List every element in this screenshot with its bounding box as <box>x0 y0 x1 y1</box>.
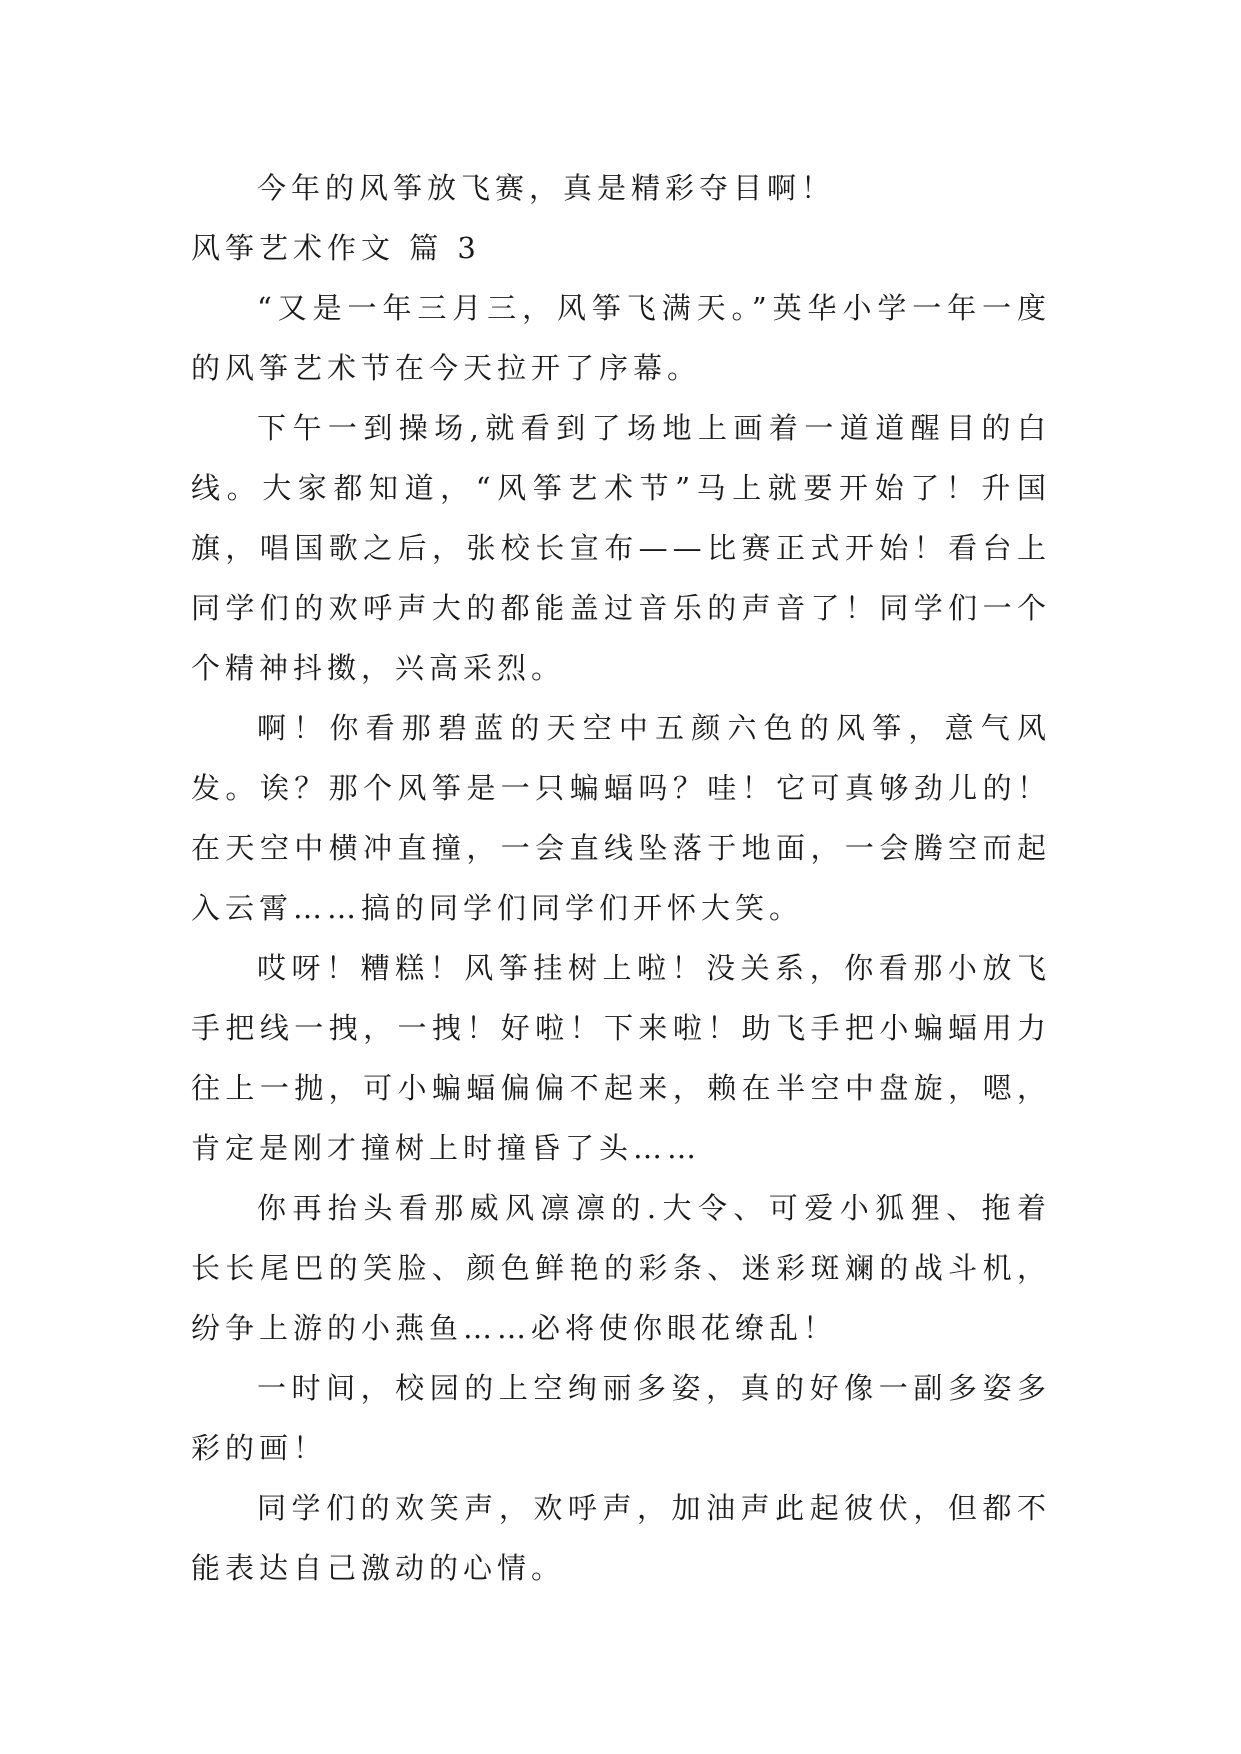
paragraph-7: 同学们的欢笑声，欢呼声，加油声此起彼伏，但都不能表达自己激动的心情。 <box>191 1491 1051 1585</box>
intro-line: 今年的风筝放飞赛，真是精彩夺目啊！ <box>257 171 836 205</box>
paragraph-3: 啊！你看那碧蓝的天空中五颜六色的风筝，意气风发。诶？那个风筝是一只蝙蝠吗？哇！它可真够劲儿的！在天空中横冲直撞，一会直线坠落于地面，一会腾空而起入云霄……搞的同学们同学们开怀大笑。 <box>191 711 1051 925</box>
paragraph-2: 下午一到操场,就看到了场地上画着一道道醒目的白线。大家都知道，“风筝艺术节”马上就要开始了！升国旗，唱国歌之后，张校长宣布——比赛正式开始！看台上同学们的欢呼声大的都能盖过音乐的声音了！同学们一个个精神抖擞，兴高采烈。 <box>191 411 1051 685</box>
paragraph-5: 你再抬头看那威风凛凛的.大令、可爱小狐狸、拖着长长尾巴的笑脸、颜色鲜艳的彩条、迷彩斑斓的战斗机，纷争上游的小燕鱼……必将使你眼花缭乱！ <box>191 1191 1051 1345</box>
paragraph-1: “又是一年三月三，风筝飞满天。”英华小学一年一度的风筝艺术节在今天拉开了序幕。 <box>191 291 1051 385</box>
document-body <box>191 158 1051 1598</box>
essay-heading: 风筝艺术作文 篇 3 <box>191 231 481 265</box>
paragraph-6: 一时间，校园的上空绚丽多姿，真的好像一副多姿多彩的画！ <box>191 1371 1051 1465</box>
paragraph-4: 哎呀！糟糕！风筝挂树上啦！没关系，你看那小放飞手把线一拽，一拽！好啦！下来啦！助飞手把小蝙蝠用力往上一抛，可小蝙蝠偏偏不起来，赖在半空中盘旋，嗯，肯定是刚才撞树上时撞昏了头…… <box>191 951 1051 1165</box>
